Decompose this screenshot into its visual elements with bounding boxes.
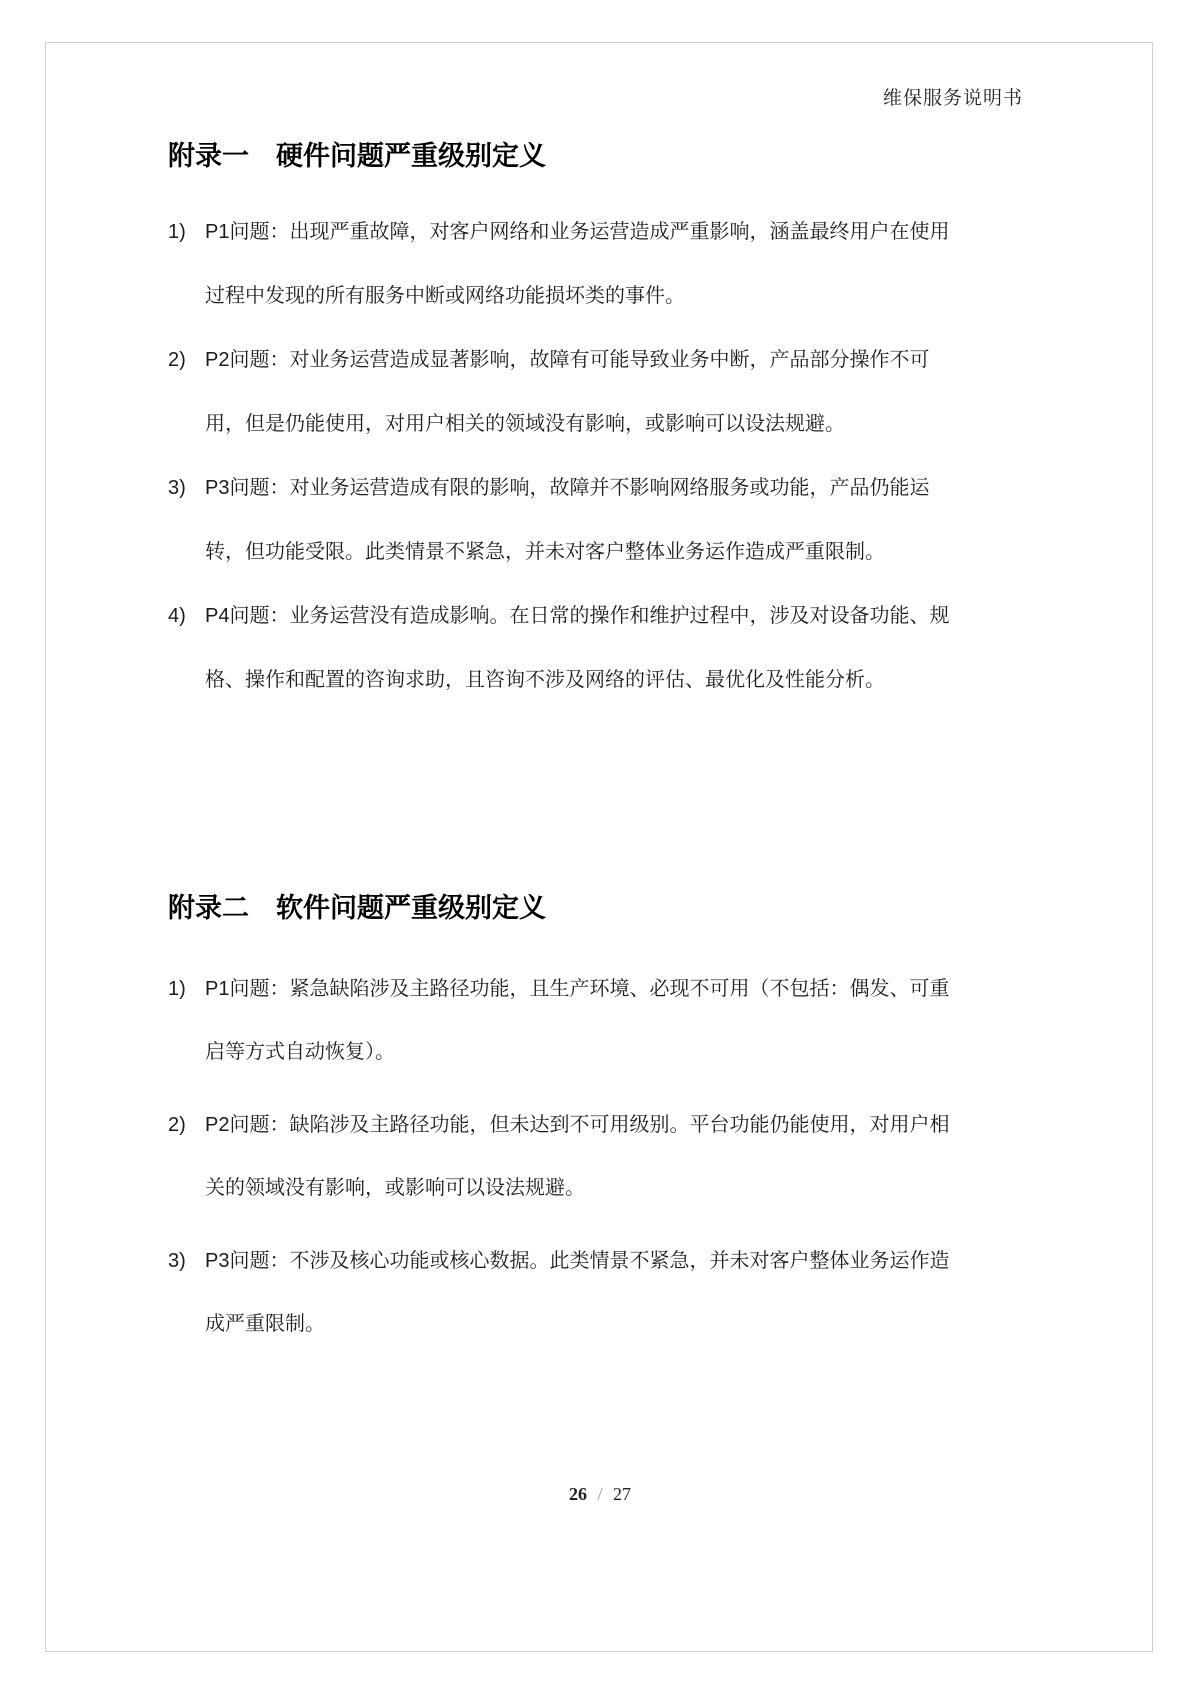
list-item-text [205,958,968,1084]
list-item-text [205,456,968,584]
list-item [168,584,968,712]
list-item-text [205,1094,968,1220]
list-item-line: P4问题：业务运营没有造成影响。在日常的操作和维护过程中，涉及对设备功能、规 [205,605,950,627]
appendix-section [168,892,968,1356]
list-item-number: 1) [168,978,186,1000]
list-item-line: 用，但是仍能使用，对用户相关的领域没有影响，或影响可以设法规避。 [205,413,845,435]
list-item-line: P2问题：对业务运营造成显著影响，故障有可能导致业务中断，产品部分操作不可 [205,349,930,371]
list-item-line: P3问题：对业务运营造成有限的影响，故障并不影响网络服务或功能，产品仍能运 [205,477,930,499]
page-number-separator: / [597,1484,603,1504]
list-item [168,958,968,1084]
list-item-line: P2问题：缺陷涉及主路径功能，但未达到不可用级别。平台功能仍能使用，对用户相 [205,1114,950,1136]
list-item [168,200,968,328]
numbered-list [168,200,968,712]
numbered-list [168,958,968,1356]
document-header-title: 维保服务说明书 [882,88,1023,109]
list-item-text [205,200,968,328]
page-number [0,1484,1200,1505]
list-item [168,456,968,584]
list-item-line: 启等方式自动恢复）。 [205,1041,395,1063]
list-item-number: 3) [168,477,186,499]
page-number-current: 26 [568,1484,587,1504]
appendix-section [168,140,968,712]
list-item-text [205,328,968,456]
list-item-line: 格、操作和配置的咨询求助，且咨询不涉及网络的评估、最优化及性能分析。 [205,669,885,691]
page-number-total: 27 [613,1484,631,1504]
list-item [168,1230,968,1356]
list-item-line: 关的领域没有影响，或影响可以设法规避。 [205,1177,585,1199]
section-title: 附录一 硬件问题严重级别定义 [168,141,546,171]
list-item-line: P1问题：紧急缺陷涉及主路径功能，且生产环境、必现不可用（不包括：偶发、可重 [205,978,950,1000]
list-item-number: 4) [168,605,186,627]
list-item-number: 1) [168,221,186,243]
list-item-line: P3问题：不涉及核心功能或核心数据。此类情景不紧急，并未对客户整体业务运作造 [205,1250,950,1272]
list-item-text [205,1230,968,1356]
list-item-line: 转，但功能受限。此类情景不紧急，并未对客户整体业务运作造成严重限制。 [205,541,885,563]
list-item-line: 成严重限制。 [205,1313,325,1335]
list-item-text [205,584,968,712]
list-item-number: 2) [168,1114,186,1136]
list-item [168,1094,968,1220]
list-item-number: 3) [168,1250,186,1272]
list-item-number: 2) [168,349,186,371]
list-item-line: P1问题：出现严重故障，对客户网络和业务运营造成严重影响，涵盖最终用户在使用 [205,221,950,243]
section-title: 附录二 软件问题严重级别定义 [168,893,546,923]
list-item [168,328,968,456]
list-item-line: 过程中发现的所有服务中断或网络功能损坏类的事件。 [205,285,685,307]
